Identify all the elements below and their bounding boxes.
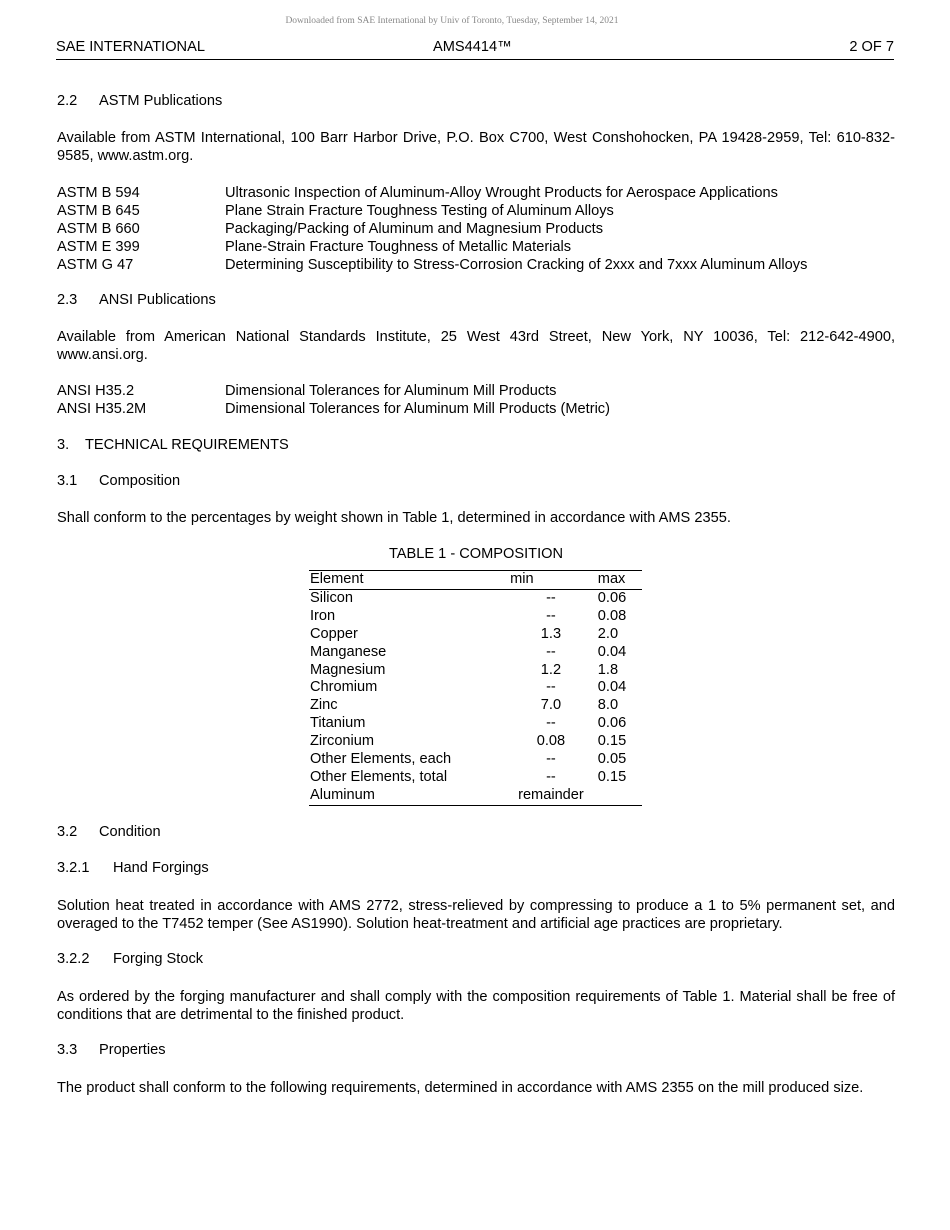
composition-text: Shall conform to the percentages by weight shown in Table 1, determined in accordance with AMS 2355.: [57, 510, 731, 526]
section-title: Forging Stock: [113, 951, 204, 967]
section-number: 3.: [57, 437, 70, 453]
astm-availability-text: Available from ASTM International, 100 Barr Harbor Drive, P.O. Box C700, West Conshohocken, PA 19428-2959, Tel: 610-832-9585, www.astm.org.: [57, 130, 895, 164]
section-number: 3.2.1: [57, 860, 90, 876]
section-number: 3.2: [57, 824, 78, 840]
table-row: [309, 751, 642, 769]
max-cell: 2.0: [597, 625, 619, 642]
section-number: 3.1: [57, 473, 78, 489]
reference-code: ASTM B 594: [57, 185, 140, 201]
forging-stock-text: As ordered by the forging manufacturer and shall comply with the composition requirements of Table 1. Material shall be free of conditions that are detrimental to the finished product.: [57, 989, 895, 1023]
section-number: 3.2.2: [57, 951, 90, 967]
section-3-heading: [57, 437, 289, 453]
table-row: [309, 787, 642, 805]
page-header: [56, 39, 894, 60]
element-cell: Zirconium: [310, 733, 375, 750]
table-header-row: [309, 571, 642, 590]
table-row: [309, 644, 642, 662]
reference-title: Plane Strain Fracture Toughness Testing of Aluminum Alloys: [225, 203, 614, 219]
min-cell: remainder: [504, 787, 597, 805]
element-cell: Manganese: [310, 643, 387, 660]
min-cell: 7.0: [540, 697, 562, 714]
element-cell: Magnesium: [310, 661, 386, 678]
section-number: 3.3: [57, 1042, 78, 1058]
reference-code: ASTM G 47: [57, 257, 134, 273]
max-cell: 8.0: [597, 697, 619, 714]
reference-title: Ultrasonic Inspection of Aluminum-Alloy Wrought Products for Aerospace Applications: [225, 185, 778, 201]
section-title: Condition: [99, 824, 161, 840]
section-title: Composition: [99, 473, 181, 489]
element-cell: Aluminum: [309, 787, 504, 805]
section-title: ANSI Publications: [99, 292, 216, 308]
table-row: [309, 697, 642, 715]
column-header-max: max: [597, 571, 642, 590]
reference-title: Dimensional Tolerances for Aluminum Mill Products: [225, 383, 557, 399]
reference-code: ANSI H35.2: [57, 383, 135, 399]
ansi-availability-text: Available from American National Standards Institute, 25 West 43rd Street, New York, NY 10036, Tel: 212-642-4900, www.ansi.org.: [57, 329, 895, 363]
header-organization: SAE INTERNATIONAL: [56, 39, 205, 55]
reference-code: ASTM B 645: [57, 203, 140, 219]
properties-text: The product shall conform to the following requirements, determined in accordance with AMS 2355 on the mill produced size.: [57, 1080, 864, 1096]
element-cell: Other Elements, each: [310, 751, 452, 768]
reference-code: ASTM E 399: [57, 239, 140, 255]
table-row: [309, 733, 642, 751]
table-row: [309, 662, 642, 680]
max-cell: 0.05: [597, 751, 627, 768]
max-cell: 0.04: [597, 643, 627, 660]
download-watermark: Downloaded from SAE International by Univ of Toronto, Tuesday, September 14, 2021: [285, 16, 619, 26]
header-page-number: 2 OF 7: [849, 39, 894, 55]
section-title: TECHNICAL REQUIREMENTS: [85, 437, 289, 453]
element-cell: Zinc: [310, 697, 338, 714]
max-cell: [597, 787, 642, 805]
section-3-2-1-heading: [57, 860, 209, 876]
element-cell: Titanium: [310, 715, 366, 732]
element-cell: Silicon: [310, 589, 353, 606]
table-title: TABLE 1 - COMPOSITION: [388, 546, 564, 562]
min-cell: --: [546, 715, 556, 732]
min-cell: 1.2: [540, 661, 562, 678]
column-header-element: Element: [309, 571, 504, 590]
min-cell: --: [546, 643, 556, 660]
table-row: [309, 608, 642, 626]
max-cell: 0.15: [597, 768, 627, 785]
element-cell: Chromium: [310, 679, 378, 696]
table-row: [309, 679, 642, 697]
section-3-2-heading: [57, 824, 161, 840]
section-title: Properties: [99, 1042, 166, 1058]
reference-title: Determining Susceptibility to Stress-Corrosion Cracking of 2xxx and 7xxx Aluminum Alloys: [225, 257, 808, 273]
max-cell: 0.06: [597, 589, 627, 606]
table-row: [309, 589, 642, 607]
column-header-min: min: [504, 571, 597, 590]
table-row: [309, 626, 642, 644]
min-cell: --: [546, 751, 556, 768]
reference-code: ANSI H35.2M: [57, 401, 147, 417]
section-3-2-2-heading: [57, 951, 203, 967]
reference-title: Plane-Strain Fracture Toughness of Metallic Materials: [225, 239, 572, 255]
reference-code: ASTM B 660: [57, 221, 140, 237]
header-document-id: AMS4414™: [433, 39, 512, 55]
section-title: ASTM Publications: [99, 93, 223, 109]
max-cell: 0.04: [597, 679, 627, 696]
min-cell: --: [546, 607, 556, 624]
section-3-1-heading: [57, 473, 180, 489]
max-cell: 0.06: [597, 715, 627, 732]
section-2-3-heading: [57, 292, 216, 308]
hand-forgings-text: Solution heat treated in accordance with AMS 2772, stress-relieved by compressing to produce a 1 to 5% permanent set, and overaged to the T7452 temper (See AS1990). Solution heat-treatment and artificial age practices are proprietary.: [57, 898, 895, 932]
element-cell: Iron: [310, 607, 336, 624]
element-cell: Other Elements, total: [310, 768, 448, 785]
section-title: Hand Forgings: [113, 860, 209, 876]
max-cell: 1.8: [597, 661, 619, 678]
max-cell: 0.08: [597, 607, 627, 624]
element-cell: Copper: [310, 625, 358, 642]
section-3-3-heading: [57, 1042, 166, 1058]
table-row: [309, 715, 642, 733]
composition-table: [309, 570, 642, 806]
min-cell: --: [546, 768, 556, 785]
min-cell: 0.08: [536, 733, 566, 750]
section-number: 2.3: [57, 292, 78, 308]
reference-title: Dimensional Tolerances for Aluminum Mill Products (Metric): [225, 401, 610, 417]
min-cell: --: [546, 679, 556, 696]
reference-title: Packaging/Packing of Aluminum and Magnesium Products: [225, 221, 604, 237]
table-row: [309, 769, 642, 787]
min-cell: 1.3: [540, 625, 562, 642]
section-2-2-heading: [57, 93, 222, 109]
max-cell: 0.15: [597, 733, 627, 750]
section-number: 2.2: [57, 93, 78, 109]
min-cell: --: [546, 589, 556, 606]
